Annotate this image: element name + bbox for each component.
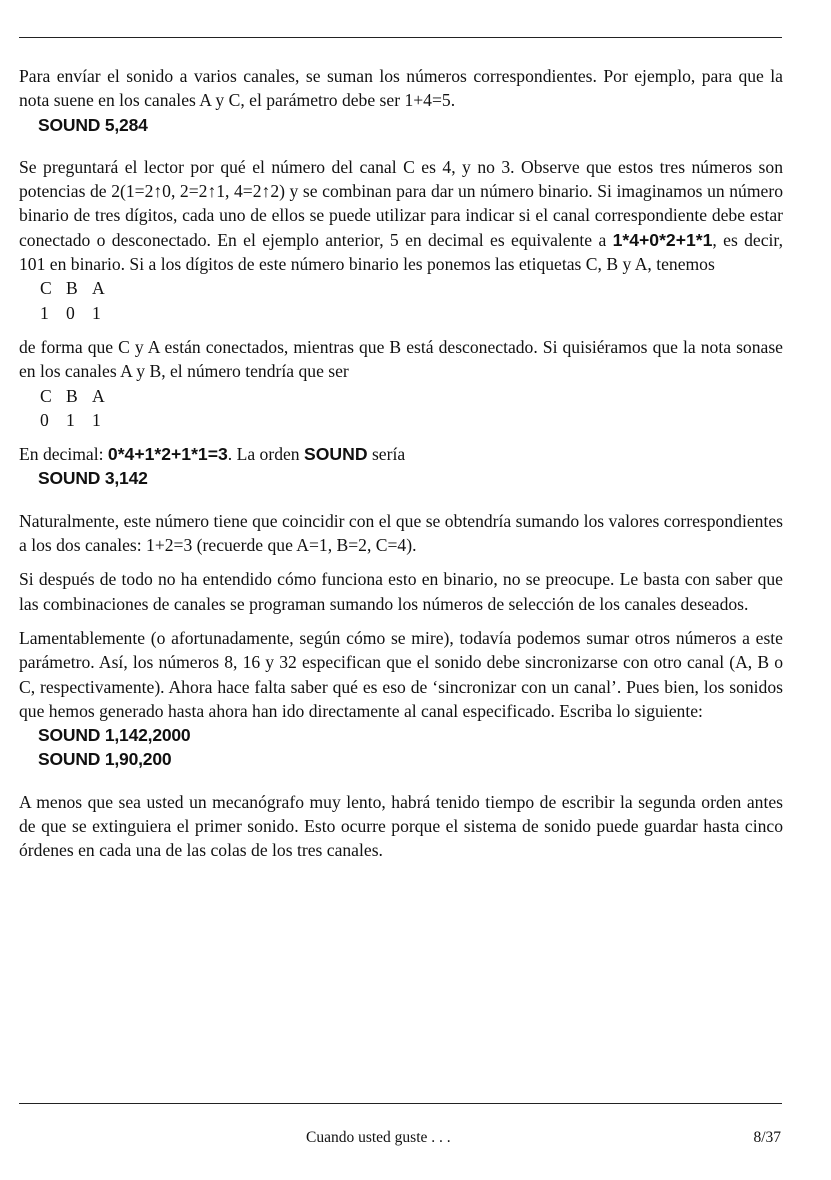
binary-table-2 <box>19 384 783 433</box>
footer-title: Cuando usted guste . . . <box>306 1129 451 1146</box>
decimal-expression: 0*4+1*2+1*1=3 <box>107 444 228 465</box>
bottom-rule <box>19 1103 782 1104</box>
code-sound-1-90-200: SOUND 1,90,200 <box>38 749 172 770</box>
sound-keyword: SOUND <box>304 444 368 465</box>
paragraph-4-text-b: . La orden <box>227 444 304 465</box>
paragraph-4 <box>19 442 783 466</box>
page-content <box>19 64 783 863</box>
code-sound-5-284: SOUND 5,284 <box>38 114 148 135</box>
table-value-row <box>40 408 783 432</box>
table-cell: C <box>40 278 52 299</box>
paragraph-1: Para envíar el sonido a varios canales, se suman los números correspondientes. Por ejemplo, para que la nota suene en los canales A y C, el parámetro debe ser 1+4=5. <box>19 66 783 111</box>
code-sound-3-142: SOUND 3,142 <box>38 468 148 489</box>
paragraph-4-text-a: En decimal: <box>19 444 108 465</box>
table-value-row <box>40 301 783 325</box>
code-sound-1-142-2000: SOUND 1,142,2000 <box>38 725 191 746</box>
table-cell: 1 <box>66 409 75 430</box>
table-cell: B <box>66 278 78 299</box>
paragraph-5: Naturalmente, este número tiene que coincidir con el que se obtendría sumando los valores correspondientes a los dos canales: 1+2=3 (recuerde que A=1, B=2, C=4). <box>19 510 783 556</box>
table-cell: A <box>92 278 105 299</box>
paragraph-6: Si después de todo no ha entendido cómo funciona esto en binario, no se preocupe. Le basta con saber que las combinaciones de canales se programan sumando los números de selección de los canales deseados. <box>19 569 783 614</box>
paragraph-3: de forma que C y A están conectados, mientras que B está desconectado. Si quisiéramos que la nota sonase en los canales A y B, el número tendría que ser <box>19 336 783 382</box>
table-header-row <box>40 384 783 408</box>
binary-table-1 <box>19 276 783 325</box>
paragraph-2-text-a: Se preguntará el lector por qué el número del canal C es 4, y no 3. Observe que estos tres números son potencias de 2(1=2↑0, 2=2↑1, 4=2↑2) y se combinan para dar un número binario. Si imaginamos un número binario de tres dígitos, cada uno de ellos se puede utilizar para indicar si el canal correspondiente debe estar conectado o desconectado. En el ejemplo anterior, 5 en decimal es equivalente a <box>19 156 783 250</box>
top-rule <box>19 37 782 38</box>
paragraph-7: Lamentablemente (o afortunadamente, según cómo se mire), todavía podemos sumar otros números a este parámetro. Así, los números 8, 16 y 32 especifican que el sonido debe sincronizarse con otro canal (A, B o C, respectivamente). Ahora hace falta saber qué es eso de ‘sincronizar con un canal’. Pues bien, los sonidos que hemos generado hasta ahora han ido directamente al canal especificado. Escriba lo siguiente: <box>19 627 783 721</box>
table-cell: 1 <box>92 302 101 323</box>
paragraph-4-text-c: sería <box>367 444 406 465</box>
table-header-row <box>40 276 783 300</box>
table-cell: C <box>40 385 52 406</box>
table-cell: A <box>92 385 105 406</box>
paragraph-2 <box>19 155 783 276</box>
table-cell: B <box>66 385 78 406</box>
paragraph-2-text-b: , es decir, 101 en binario. Si a los dígitos de este número binario les ponemos las etiquetas C, B y A, tenemos <box>19 229 783 275</box>
table-cell: 1 <box>40 302 49 323</box>
binary-expression: 1*4+0*2+1*1 <box>612 229 713 250</box>
table-cell: 0 <box>40 409 49 430</box>
table-cell: 0 <box>66 302 75 323</box>
page-number: 8/37 <box>753 1129 781 1146</box>
table-cell: 1 <box>92 409 101 430</box>
paragraph-8: A menos que sea usted un mecanógrafo muy lento, habrá tenido tiempo de escribir la segunda orden antes de que se extinguiera el primer sonido. Esto ocurre porque el sistema de sonido puede guardar hasta cinco órdenes en cada una de las colas de los tres canales. <box>19 791 783 861</box>
